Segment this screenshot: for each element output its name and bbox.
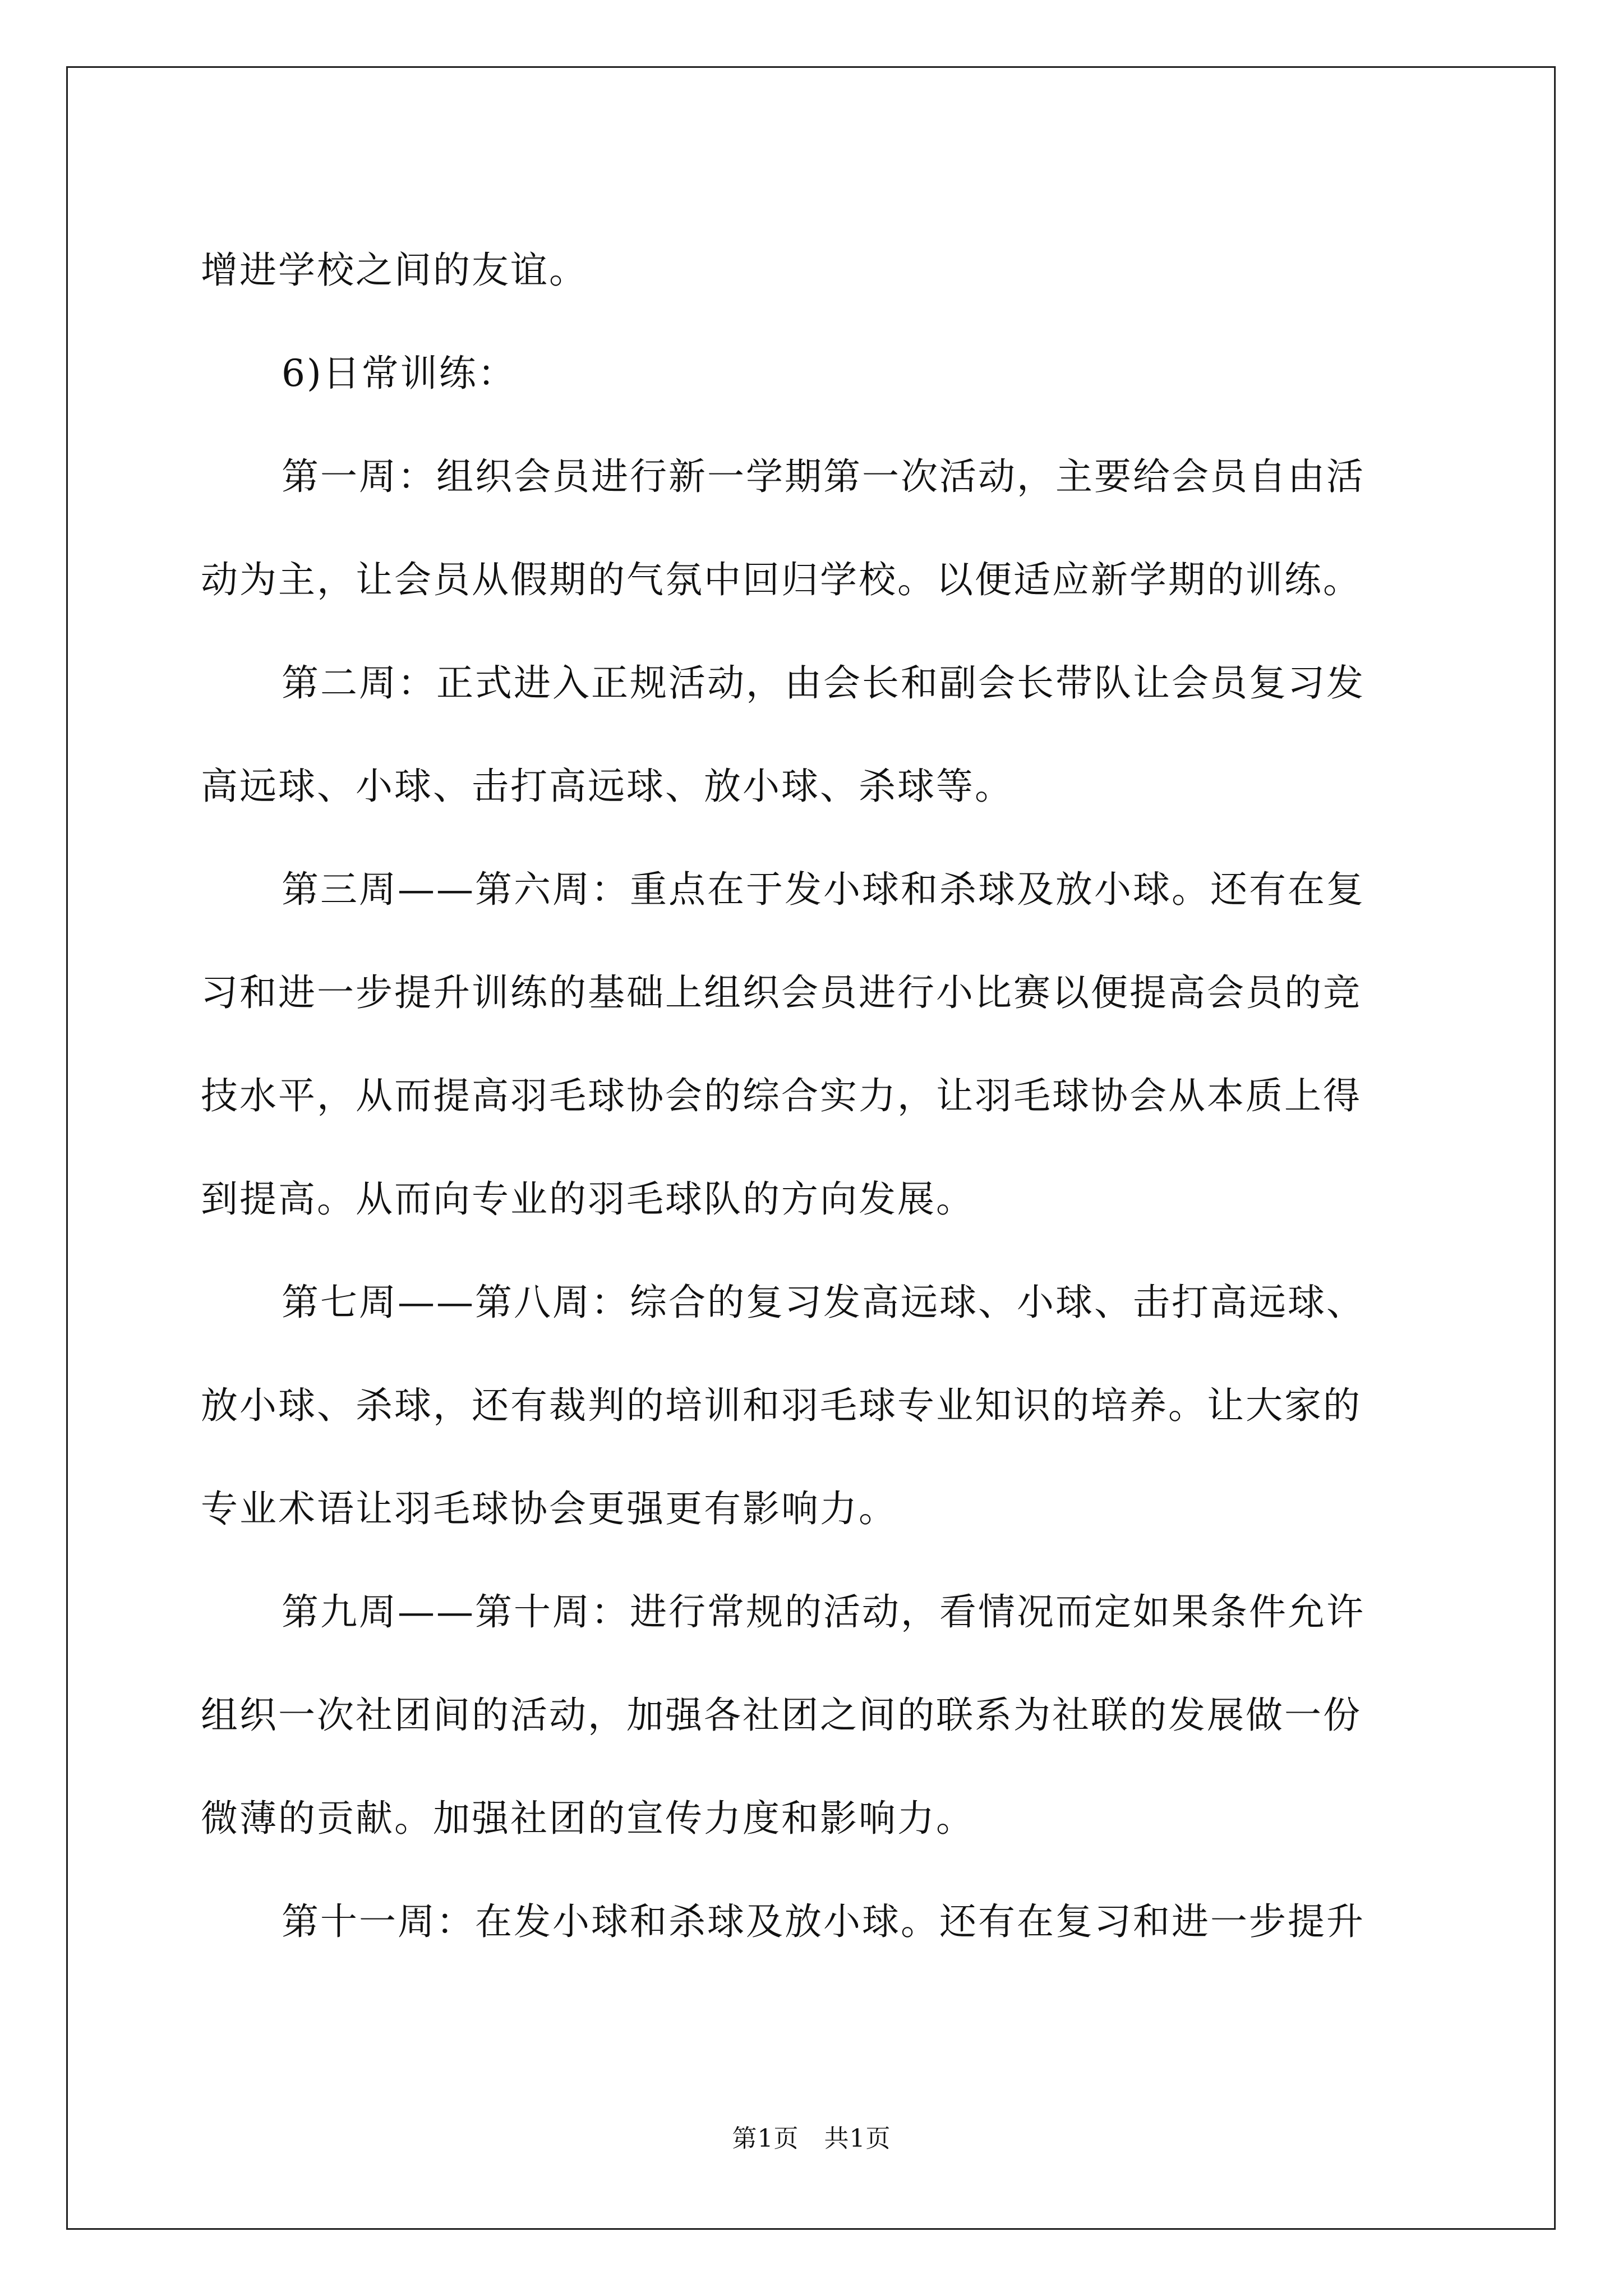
- text-line: 第十一周：在发小球和杀球及放小球。还有在复习和进一步提升: [282, 1900, 1365, 1943]
- text-line: 放小球、杀球，还有裁判的培训和羽毛球专业知识的培养。让大家的: [201, 1384, 1362, 1427]
- text-line: 高远球、小球、击打高远球、放小球、杀球等。: [201, 765, 1013, 808]
- text-line: 第三周——第六周：重点在于发小球和杀球及放小球。还有在复: [282, 868, 1365, 911]
- text-line: 第七周——第八周：综合的复习发高远球、小球、击打高远球、: [282, 1281, 1365, 1324]
- text-line: 技水平，从而提高羽毛球协会的综合实力，让羽毛球协会从本质上得: [201, 1074, 1362, 1117]
- text-line: 微薄的贡献。加强社团的宣传力度和影响力。: [201, 1797, 975, 1840]
- text-line: 第一周：组织会员进行新一学期第一次活动，主要给会员自由活: [282, 455, 1365, 498]
- text-line: 组织一次社团间的活动，加强各社团之间的联系为社联的发展做一份: [201, 1694, 1362, 1737]
- text-line: 习和进一步提升训练的基础上组织会员进行小比赛以便提高会员的竞: [201, 971, 1362, 1014]
- text-line: 专业术语让羽毛球协会更强更有影响力。: [201, 1487, 897, 1530]
- document-body: [201, 219, 1427, 1973]
- text-line: 第九周——第十周：进行常规的活动，看情况而定如果条件允许: [282, 1590, 1365, 1634]
- text-line: 动为主，让会员从假期的气氛中回归学校。以便适应新学期的训练。: [201, 558, 1362, 601]
- page-number-footer: 第1页 共1页: [732, 2124, 891, 2153]
- text-line: 第二周：正式进入正规活动，由会长和副会长带队让会员复习发: [282, 661, 1365, 705]
- text-line: 增进学校之间的友谊。: [201, 249, 588, 292]
- text-line: 到提高。从而向专业的羽毛球队的方向发展。: [201, 1177, 975, 1221]
- text-line: 6)日常训练：: [282, 352, 517, 395]
